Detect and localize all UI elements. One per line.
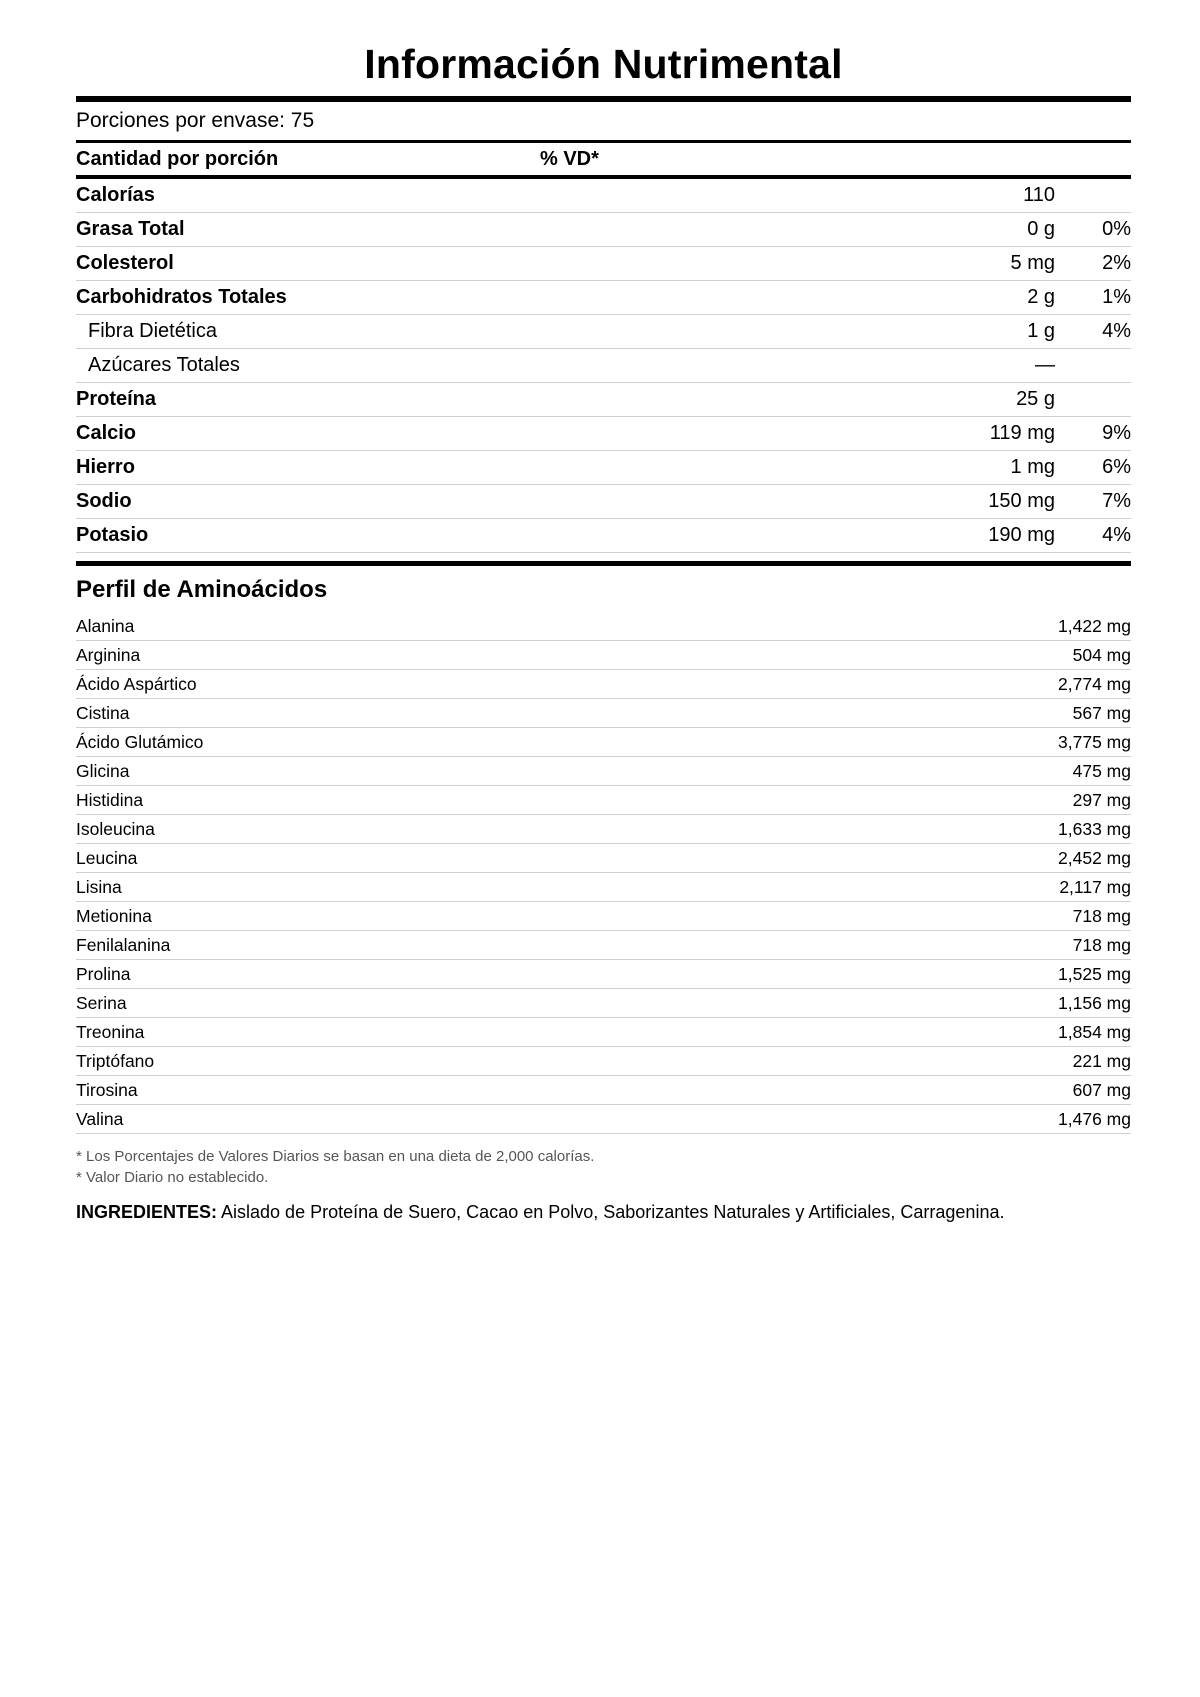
amino-profile-title: Perfil de Aminoácidos [76,576,328,603]
amino-row [76,757,1131,786]
amino-row [76,902,1131,931]
nutrient-amount: 110 [1023,184,1055,206]
amino-row [76,612,1131,641]
nutrient-dv: 0% [1102,218,1131,240]
amino-row [76,931,1131,960]
nutrient-dv: 9% [1102,422,1131,444]
amino-name: Fenilalanina [76,935,171,955]
amino-row [76,815,1131,844]
nutrient-label: Grasa Total [76,218,185,240]
amino-row [76,1105,1131,1134]
nutrient-label: Azúcares Totales [88,354,240,376]
amino-row [76,728,1131,757]
nutrient-dv: 7% [1102,490,1131,512]
amino-amount: 2,452 mg [1058,848,1131,868]
amino-row [76,873,1131,902]
nutrient-label: Fibra Dietética [88,320,217,342]
amino-name: Glicina [76,761,130,781]
amino-row [76,844,1131,873]
nutrient-row-cholesterol [76,247,1131,281]
nutrient-amount: 1 mg [1010,456,1055,478]
servings-per-container: Porciones por envase: 75 [76,109,315,132]
nutrient-amount: 0 g [1027,218,1055,240]
amino-row [76,989,1131,1018]
nutrition-panel [76,0,1131,1224]
amino-name: Tirosina [76,1080,138,1100]
nutrient-label: Potasio [76,524,149,546]
nutrient-row-calcium [76,417,1131,451]
amino-amount: 475 mg [1072,761,1131,781]
amino-name: Metionina [76,906,152,926]
nutrient-amount: 2 g [1027,286,1055,308]
amino-row [76,1018,1131,1047]
nutrient-row-total-fat [76,213,1131,247]
amino-amount: 2,117 mg [1059,877,1131,897]
nutrient-label: Hierro [76,456,135,478]
nutrient-dv: 4% [1102,320,1131,342]
amino-amount: 607 mg [1072,1080,1131,1100]
nutrient-dv: 4% [1102,524,1131,546]
amino-amount: 297 mg [1072,790,1131,810]
nutrient-amount: 150 mg [988,490,1055,512]
amino-amount: 1,476 mg [1058,1109,1131,1129]
nutrient-row-total-carbs [76,281,1131,315]
amino-list [76,612,1131,1134]
nutrient-row-protein [76,383,1131,417]
amino-name: Lisina [76,877,122,897]
nutrient-amount: 119 mg [989,422,1055,444]
amino-row [76,960,1131,989]
nutrient-row-potassium [76,519,1131,553]
amino-amount: 1,854 mg [1058,1022,1131,1042]
amount-per-serving-header: Cantidad por porción [76,148,279,170]
nutrient-amount: 190 mg [988,524,1055,546]
amino-amount: 221 mg [1072,1051,1131,1071]
nutrient-label: Proteína [76,388,157,410]
amino-row [76,786,1131,815]
nutrient-dv: 6% [1102,456,1131,478]
amino-row [76,1047,1131,1076]
footnote-not-established: * Valor Diario no establecido. [76,1169,269,1186]
amino-name: Serina [76,993,127,1013]
label-title: Información Nutrimental [364,41,843,87]
amino-row [76,641,1131,670]
daily-value-header: % VD* [540,148,599,170]
nutrient-dv: 1% [1102,286,1131,308]
nutrient-amount: 1 g [1027,320,1055,342]
nutrient-row-total-sugars [76,349,1131,383]
amino-amount: 2,774 mg [1058,674,1131,694]
amino-name: Ácido Glutámico [76,732,204,752]
amino-name: Arginina [76,645,141,665]
amino-divider [76,561,1131,566]
footnotes [76,1146,1131,1188]
amino-name: Cistina [76,703,130,723]
amino-name: Ácido Aspártico [76,674,197,694]
amino-name: Treonina [76,1022,145,1042]
nutrient-list [76,179,1131,553]
amino-name: Leucina [76,848,138,868]
nutrient-dv: 2% [1102,252,1131,274]
amino-row [76,699,1131,728]
nutrient-label: Calcio [76,422,137,444]
amino-name: Alanina [76,616,135,636]
nutrient-label: Carbohidratos Totales [76,286,287,308]
nutrient-label: Calorías [76,184,155,206]
amino-name: Prolina [76,964,131,984]
amino-name: Isoleucina [76,819,155,839]
amino-name: Valina [76,1109,124,1129]
amino-amount: 718 mg [1072,906,1131,926]
nutrient-row-dietary-fiber [76,315,1131,349]
amino-amount: 1,422 mg [1058,616,1131,636]
amino-amount: 504 mg [1072,645,1131,665]
nutrient-amount: — [1035,354,1055,376]
ingredients-text: Aislado de Proteína de Suero, Cacao en Polvo, Saborizantes Naturales y Artificiales, Carragenina. [217,1202,1005,1222]
amino-amount: 1,633 mg [1058,819,1131,839]
ingredients [76,1200,1131,1224]
nutrient-amount: 25 g [1016,388,1055,410]
nutrient-label: Colesterol [76,252,174,274]
amino-amount: 567 mg [1072,703,1131,723]
nutrient-label: Sodio [76,490,132,512]
amino-row [76,670,1131,699]
nutrient-row-sodium [76,485,1131,519]
amino-amount: 3,775 mg [1058,732,1131,752]
footnote-daily-values: * Los Porcentajes de Valores Diarios se basan en una dieta de 2,000 calorías. [76,1148,595,1165]
amino-row [76,1076,1131,1105]
amino-amount: 718 mg [1072,935,1131,955]
amino-amount: 1,156 mg [1058,993,1131,1013]
nutrient-table-header [76,143,1131,175]
nutrient-amount: 5 mg [1010,252,1055,274]
amino-amount: 1,525 mg [1058,964,1131,984]
nutrient-row-iron [76,451,1131,485]
amino-name: Triptófano [76,1051,155,1071]
amino-name: Histidina [76,790,144,810]
ingredients-label: INGREDIENTES: [76,1202,218,1222]
nutrient-row-calories [76,179,1131,213]
